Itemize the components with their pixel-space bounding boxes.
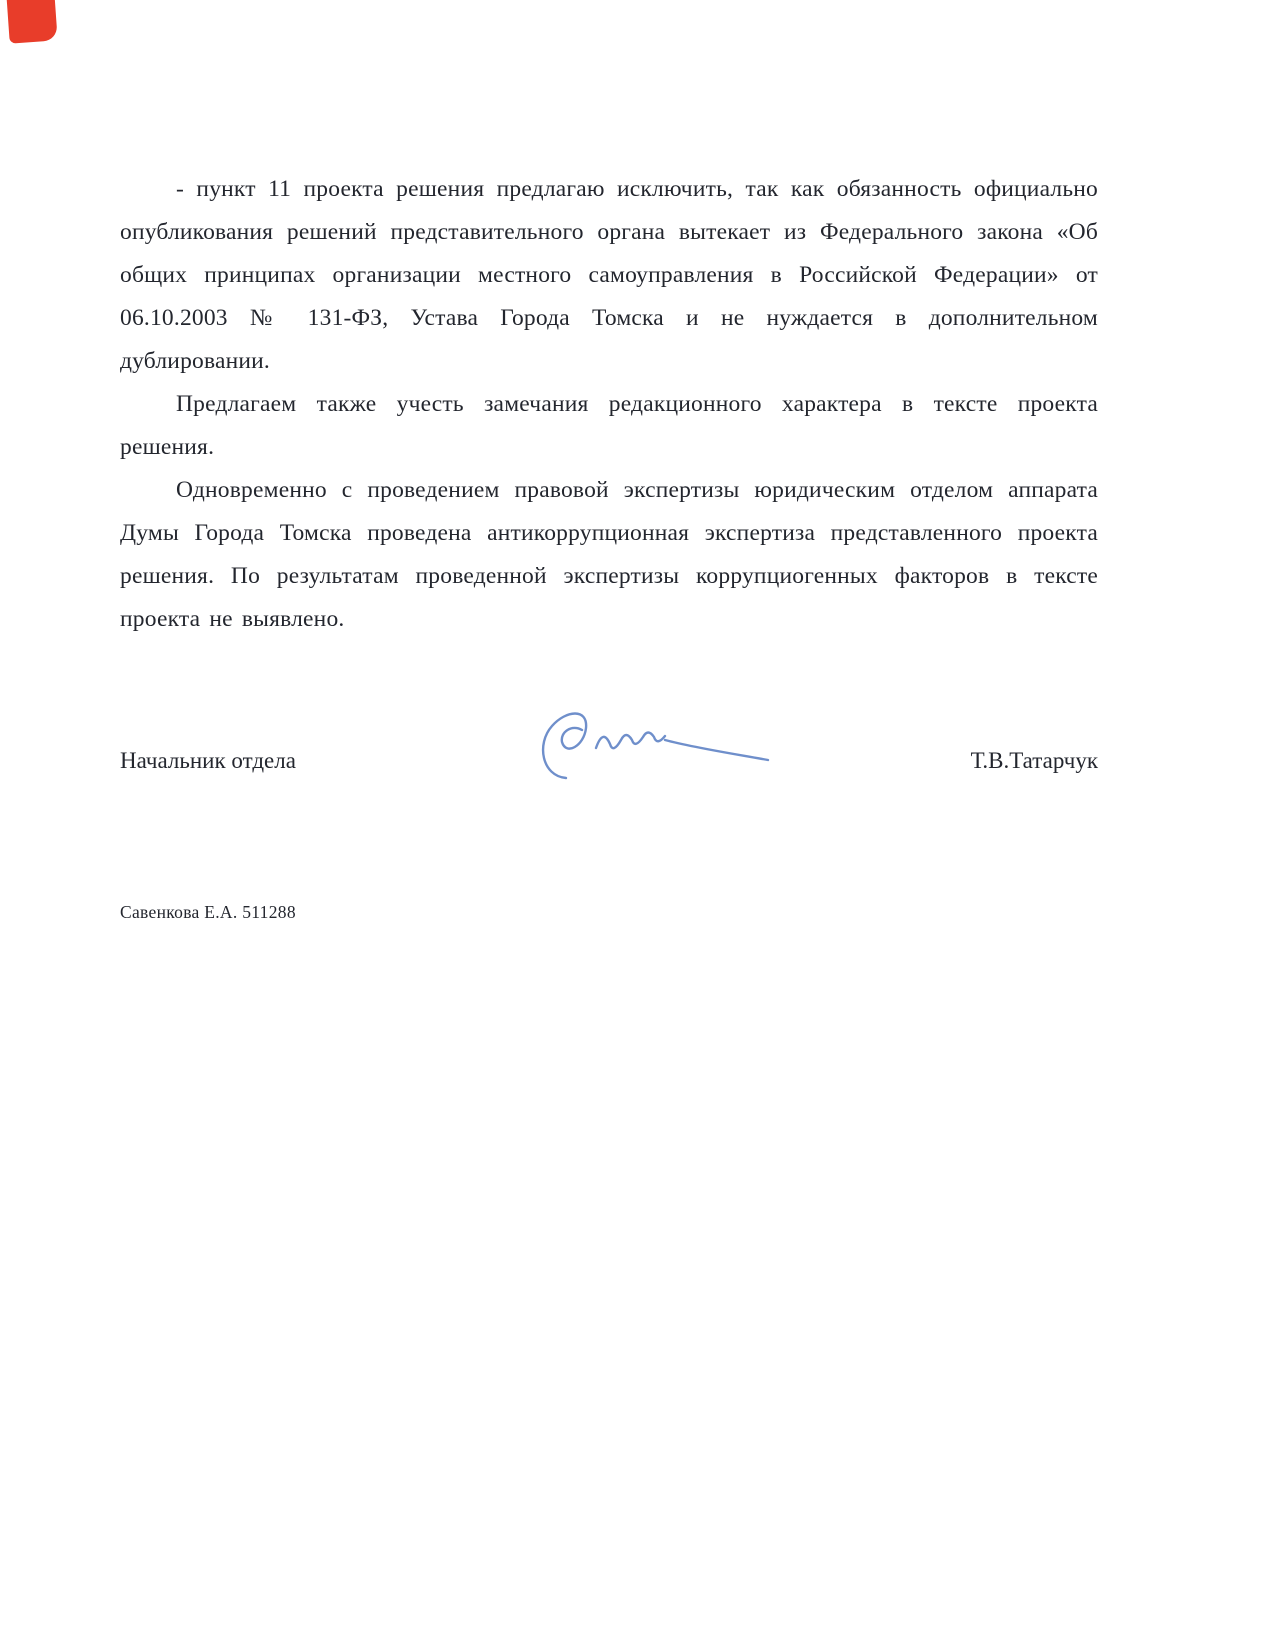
signatory-position-label: Начальник отдела xyxy=(120,748,296,773)
paragraph-point-11-exclusion: - пункт 11 проекта решения предлагаю исключить, так как обязанность официально опубликования решений представительного органа вытекает из Федерального закона «Об общих принципах организации местного самоуправления в Российской Федерации» от 06.10.2003 № 131-ФЗ, Устава Города Томска и не нуждается в дополнительном дублировании. xyxy=(120,176,1098,374)
signatory-name: Т.В.Татарчук xyxy=(970,748,1098,773)
handwritten-signature-icon xyxy=(530,696,780,796)
letter-body xyxy=(120,168,1098,641)
signature-block xyxy=(120,690,1098,800)
paragraph-anticorruption-expertise: Одновременно с проведением правовой экспертизы юридическим отделом аппарата Думы Города Томска проведена антикоррупционная экспертиза представленного проекта решения. По результатам проведенной экспертизы коррупциогенных факторов в тексте проекта не выявлено. xyxy=(120,477,1098,632)
executor-reference-note: Савенкова Е.А. 511288 xyxy=(120,902,296,922)
paragraph-editorial-remarks: Предлагаем также учесть замечания редакционного характера в тексте проекта решения. xyxy=(120,391,1098,460)
red-corner-scan-mark xyxy=(6,0,57,44)
